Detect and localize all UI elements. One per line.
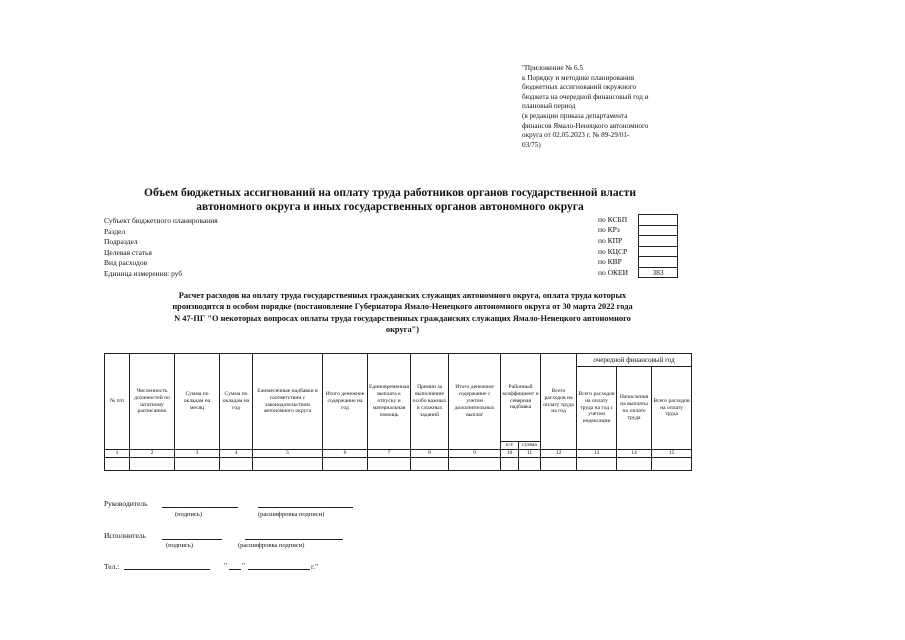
head-decoding-caption: (расшифровка подписи) [258,511,325,518]
code-boxes [598,214,678,278]
table-cell[interactable] [652,458,692,471]
column-number: 8 [411,450,449,458]
head-signature-caption: (подпись) [175,511,202,518]
code-label: по КВР [598,257,622,267]
field-target-article: Целевая статья [104,247,152,257]
code-box[interactable] [638,214,678,225]
phone-line[interactable] [124,569,210,570]
table-cell[interactable] [175,458,220,471]
date-day-line[interactable] [229,569,241,570]
document-title [100,186,680,214]
table-cell[interactable] [501,458,519,471]
code-box[interactable] [638,256,678,267]
appendix-line: бюджета на очередной финансовый год и [522,92,649,101]
col-header-regional-coefficient: Районный коэффициент и северная надбавка [501,354,541,442]
col-header-number: № п/п [105,354,130,450]
col-header-bonuses: Премии за выполнение особо важных и сложных заданий [411,354,449,450]
appendix-note [522,64,687,150]
head-signature-line[interactable] [162,507,238,508]
code-label: по КПР [598,235,623,245]
code-box[interactable] [638,225,678,236]
column-number: 3 [175,450,220,458]
column-number: 5 [253,450,323,458]
col-header-staff-count: Численность должностей по штатному расписанию [130,354,175,450]
col-header-salary-year: Сумма по окладам на год [220,354,253,450]
column-number: 15 [652,450,692,458]
code-box[interactable] [638,235,678,246]
col-header-monthly-allowances: Ежемесячные надбавки в соответствии с законодательством автономного округа [253,354,323,450]
table-cell[interactable] [220,458,253,471]
table-cell[interactable] [411,458,449,471]
column-number: 2 [130,450,175,458]
executor-label: Исполнитель [104,531,146,540]
table-cell[interactable] [577,458,617,471]
col-header-total-indexed: Всего расходов на оплату труда на год с учетом индексации [577,367,617,450]
table-cell[interactable] [253,458,323,471]
column-number: 11 [519,450,541,458]
column-number: 1 [105,450,130,458]
column-number: 7 [368,450,411,458]
column-number: 10 [501,450,519,458]
code-label: по ОКЕИ [598,267,629,277]
executor-decoding-caption: (расшифровка подписи) [238,542,305,549]
col-header-coefficient: к-т [501,442,519,450]
col-header-total-with-extras: Итого денежное содержание с учетом дополнительных выплат [449,354,501,450]
appendix-line: финансов Ямало-Ненецкого автономного [522,121,649,130]
column-number: 12 [541,450,577,458]
appendix-line: округа от 02.05.2023 г. № 89-29/01- [522,131,630,140]
column-numbers-row [105,450,692,458]
head-decoding-line[interactable] [258,507,353,508]
column-number: 13 [577,450,617,458]
info-fields [104,216,218,280]
executor-signature-line[interactable] [162,539,222,540]
code-row-ksbp [598,214,678,225]
subtitle-line: Расчет расходов на оплату труда государственных гражданских служащих автономного округа, оплата труда которых [178,291,627,300]
appendix-line: "Приложение № 6.5 [522,64,583,72]
date-year-suffix: г." [311,562,319,571]
appendix-line: 03/75) [522,140,541,149]
head-label: Руководитель [104,499,148,508]
table-cell[interactable] [105,458,130,471]
code-label: по КРз [598,225,620,235]
column-number: 14 [617,450,652,458]
col-header-salary-month: Сумма по окладам на месяц [175,354,220,450]
code-label: по КСБП [598,214,628,224]
code-label: по КЦСР [598,246,628,256]
subtitle-line: N 47-ПГ "О некоторых вопросах оплаты труда государственных гражданских служащих Ямало-Ненецкого автономного [174,313,631,323]
table-cell[interactable] [323,458,368,471]
field-expense-type: Вид расходов [104,258,148,268]
title-line: Объем бюджетных ассигнований на оплату труда работников органов государственной власти [144,187,636,199]
code-row-kpr [598,235,678,246]
table-cell[interactable] [541,458,577,471]
date-month-year-line[interactable] [248,569,310,570]
col-header-sum: сумма [519,442,541,450]
column-number: 6 [323,450,368,458]
calculation-table [104,353,692,471]
table-cell[interactable] [130,458,175,471]
code-row-kcsr [598,246,678,257]
column-number: 9 [449,450,501,458]
code-box[interactable] [638,246,678,257]
col-header-accruals: Начисления на выплаты по оплате труда [617,367,652,450]
appendix-line: плановый период [522,102,576,111]
field-subsection: Подраздел [104,237,138,247]
field-unit: Единица измерения: руб [104,268,183,278]
date-quote-open: " [224,561,228,570]
subtitle-line: производится в особом порядке (постановление Губернатора Ямало-Ненецкого автономного округа от 30 марта 2022 года [172,302,633,312]
code-row-okei [598,267,678,278]
col-header-total-labor: Всего расходов на оплату труда [652,367,692,450]
column-number: 4 [220,450,253,458]
group-header-next-year: очередной финансовый год [577,354,692,367]
appendix-line: (в редакции приказа департамента [522,111,628,120]
code-row-kvr [598,256,678,267]
field-subject: Субъект бюджетного планирования [104,216,218,225]
subtitle-line: округа") [385,325,420,335]
field-section: Раздел [104,226,126,236]
table-cell[interactable] [449,458,501,471]
code-row-krz [598,225,678,236]
executor-decoding-line[interactable] [245,539,343,540]
table-cell[interactable] [519,458,541,471]
executor-signature-caption: (подпись) [166,542,193,549]
appendix-line: бюджетных ассигнований окружного [522,83,637,92]
empty-data-row [105,458,692,471]
code-box[interactable]: 383 [638,267,678,278]
table-cell[interactable] [617,458,652,471]
calculation-subtitle [140,290,665,336]
appendix-line: к Порядку и методике планирования [522,73,635,82]
title-line: автономного округа и иных государственных органов автономного округа [196,201,584,213]
col-header-vacation-payment: Единовременная выплата к отпуску и материальная помощь [368,354,411,450]
phone-label: Тел.: [104,562,120,571]
date-quote-close: " [242,561,246,570]
col-header-total-year: Итого денежное содержание на год [323,354,368,450]
col-header-total-expenses: Всего расходов на оплату труда на год [541,354,577,450]
table-cell[interactable] [368,458,411,471]
